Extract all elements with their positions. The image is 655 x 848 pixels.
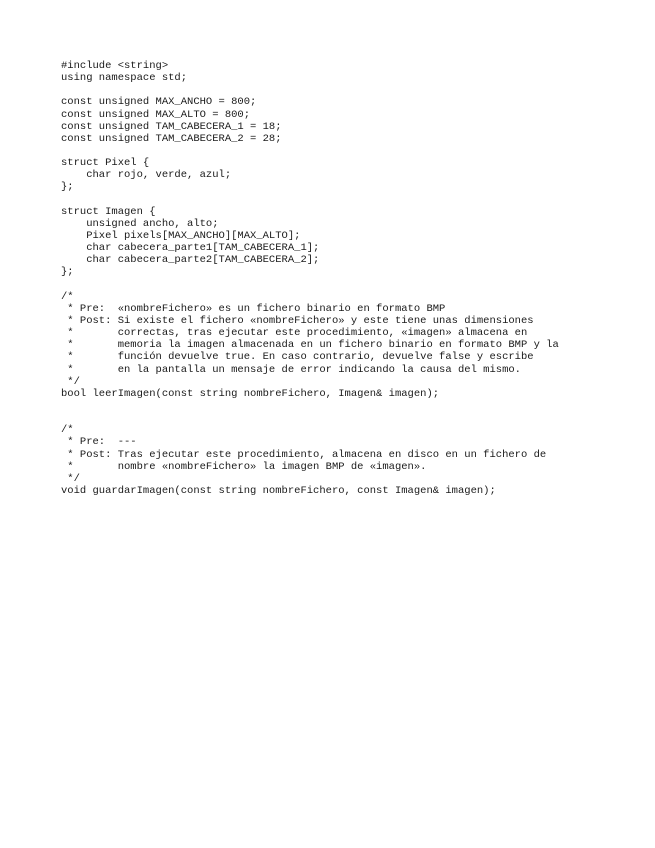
code-line — [61, 412, 559, 424]
code-line: struct Imagen { — [61, 205, 156, 218]
code-line: */ — [61, 472, 80, 485]
code-line: unsigned ancho, alto; — [61, 217, 219, 230]
code-line: * Pre: --- — [61, 436, 137, 449]
code-line — [61, 279, 559, 291]
code-line — [61, 400, 559, 412]
code-line: using namespace std; — [61, 72, 188, 85]
code-line: * correctas, tras ejecutar este procedimiento, «imagen» almacena en — [61, 327, 528, 340]
code-line: }; — [61, 266, 74, 279]
code-line: #include <string> — [61, 60, 169, 72]
code-line: * Pre: «nombreFichero» es un fichero binario en formato BMP — [61, 302, 446, 315]
code-line: const unsigned MAX_ANCHO = 800; — [61, 96, 257, 109]
code-line: void guardarImagen(const string nombreFichero, const Imagen& imagen); — [61, 484, 496, 497]
code-line: const unsigned TAM_CABECERA_2 = 28; — [61, 132, 282, 145]
code-line: }; — [61, 181, 74, 194]
code-line: /* — [61, 290, 74, 303]
code-line: Pixel pixels[MAX_ANCHO][MAX_ALTO]; — [61, 229, 301, 242]
code-line: * memoria la imagen almacenada en un fichero binario en formato BMP y la — [61, 339, 559, 352]
code-line: char cabecera_parte1[TAM_CABECERA_1]; — [61, 242, 320, 255]
code-line: const unsigned MAX_ALTO = 800; — [61, 108, 251, 121]
code-line: * función devuelve true. En caso contrario, devuelve false y escribe — [61, 351, 534, 364]
code-line: * nombre «nombreFichero» la imagen BMP de «imagen». — [61, 460, 427, 473]
code-line — [61, 145, 559, 157]
code-line: bool leerImagen(const string nombreFichero, Imagen& imagen); — [61, 387, 440, 400]
code-line — [61, 194, 559, 206]
code-line: char rojo, verde, azul; — [61, 169, 232, 182]
code-line: struct Pixel { — [61, 157, 150, 170]
code-line: */ — [61, 375, 80, 388]
code-line: * Post: Si existe el fichero «nombreFichero» y este tiene unas dimensiones — [61, 314, 534, 327]
code-line: /* — [61, 424, 74, 437]
code-line: const unsigned TAM_CABECERA_1 = 18; — [61, 120, 282, 133]
code-line — [61, 84, 559, 96]
code-listing — [61, 60, 559, 497]
code-line: * Post: Tras ejecutar este procedimiento, almacena en disco en un fichero de — [61, 448, 547, 461]
code-line: * en la pantalla un mensaje de error indicando la causa del mismo. — [61, 363, 521, 376]
code-line: char cabecera_parte2[TAM_CABECERA_2]; — [61, 254, 320, 267]
